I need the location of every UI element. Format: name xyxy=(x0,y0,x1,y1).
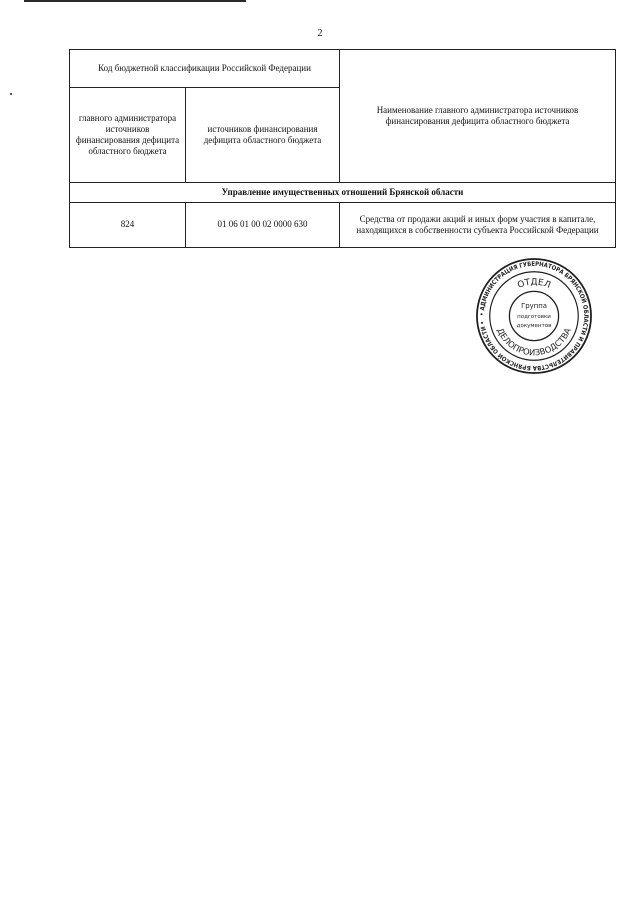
svg-text:ОТДЕЛ xyxy=(516,278,552,291)
source-name-cell: Средства от продажи акций и иных форм участия в капитале, находящихся в собственности субъекта Российской Федерации xyxy=(340,203,616,248)
section-row xyxy=(70,183,616,203)
source-code-cell: 01 06 01 00 02 0000 630 xyxy=(186,203,340,248)
svg-text:ДЕЛОПРОИЗВОДСТВА xyxy=(495,326,573,357)
stamp-ring-text: • АДМИНИСТРАЦИЯ ГУБЕРНАТОРА БРЯНСКОЙ ОБЛАСТИ И ПРАВИТЕЛЬСТВА БРЯНСКОЙ ОБЛАСТИ • xyxy=(478,260,590,372)
stamp-center-line-1: Группа xyxy=(521,302,547,311)
stamp-inner-top: ОТДЕЛ xyxy=(516,277,552,291)
page-number: 2 xyxy=(317,28,323,39)
table-row xyxy=(70,203,616,248)
name-column-header: Наименование главного администратора источников финансирования дефицита областного бюджета xyxy=(340,50,616,183)
table-header-row xyxy=(70,50,616,88)
section-title: Управление имущественных отношений Брянской области xyxy=(70,183,616,203)
admin-code-cell: 824 xyxy=(70,203,186,248)
top-rule xyxy=(24,0,246,2)
stamp-center-line-2: подготовки xyxy=(517,313,551,320)
budget-classification-table xyxy=(69,49,616,248)
stamp-center-line-3: документов xyxy=(516,322,552,329)
scan-speck xyxy=(10,93,12,95)
admin-column-header: главного администратора источников финансирования дефицита областного бюджета xyxy=(70,88,186,183)
office-stamp xyxy=(475,257,593,375)
stamp-inner-bottom: ДЕЛОПРОИЗВОДСТВА xyxy=(495,326,573,358)
code-group-header: Код бюджетной классификации Российской Федерации xyxy=(70,50,340,88)
sources-column-header: источников финансирования дефицита областного бюджета xyxy=(186,88,340,183)
